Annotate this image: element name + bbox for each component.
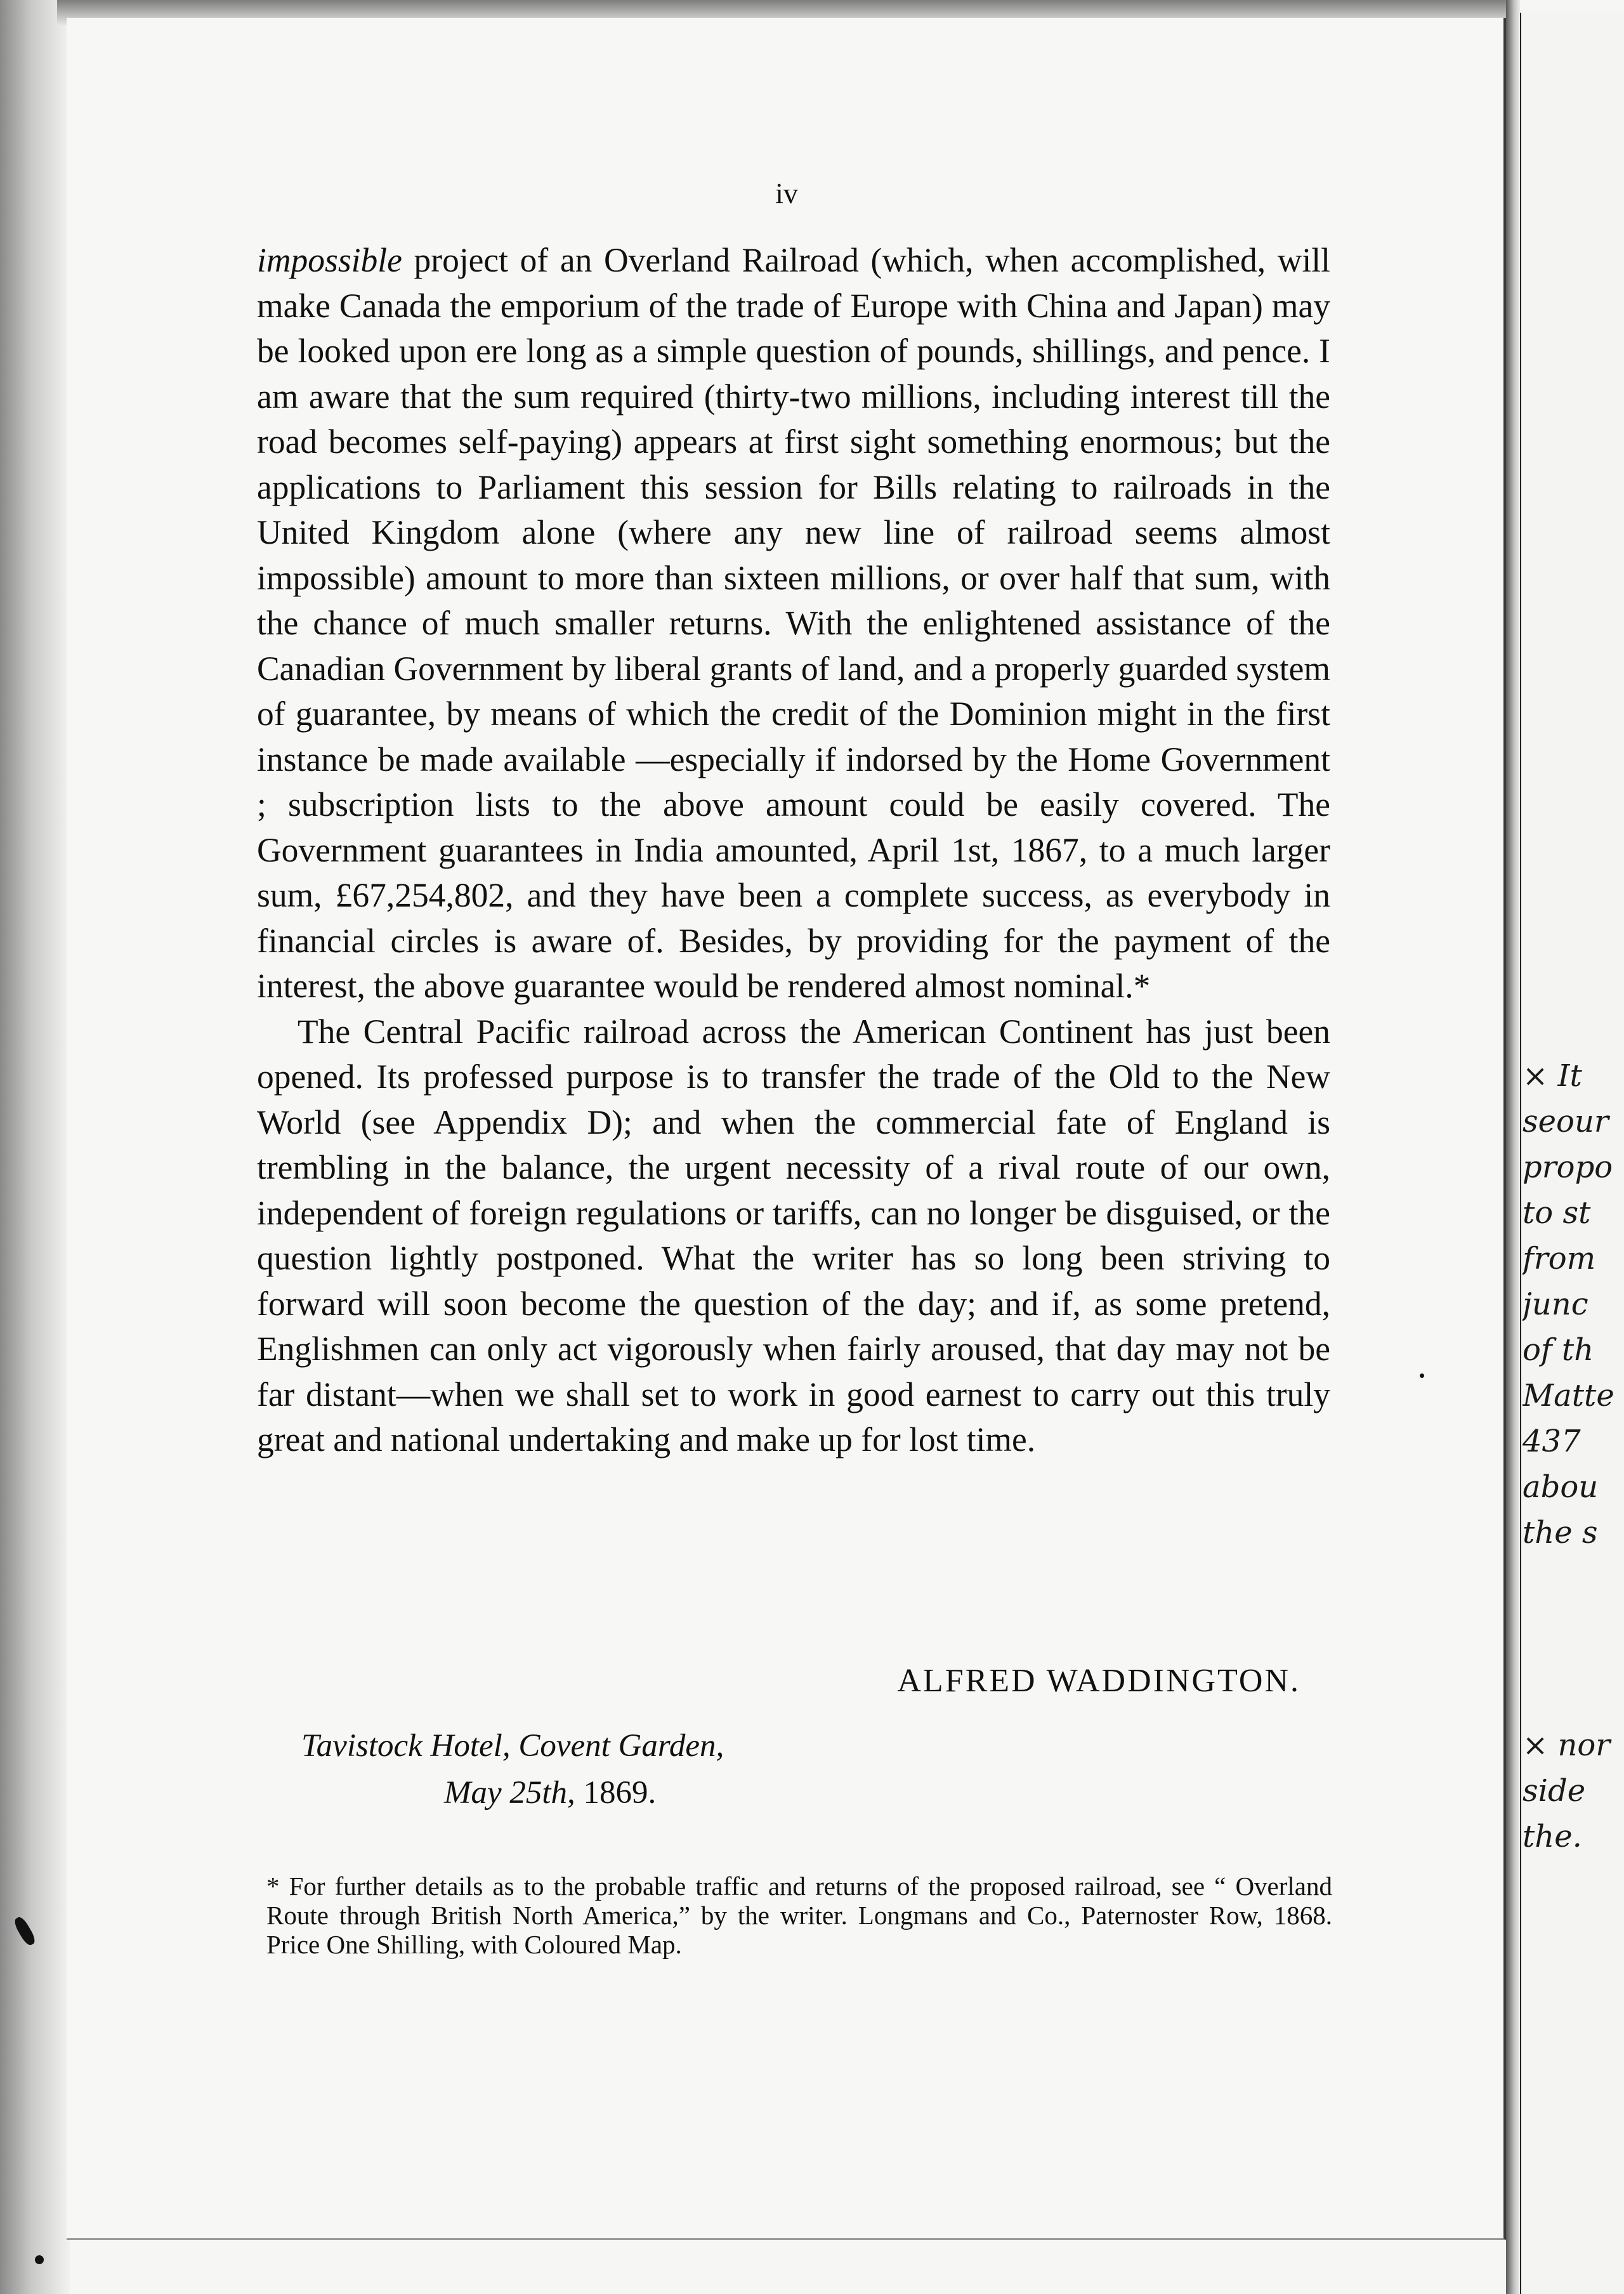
margin-note-line: from bbox=[1522, 1241, 1596, 1276]
dust-speck bbox=[35, 2255, 44, 2264]
margin-note-line: the. bbox=[1522, 1819, 1582, 1854]
page-gutter bbox=[1506, 0, 1520, 2294]
margin-note-line: propo bbox=[1522, 1150, 1613, 1185]
margin-note-line: abou bbox=[1522, 1469, 1599, 1505]
paragraph-1 bbox=[257, 238, 1330, 1009]
margin-note-line: of th bbox=[1522, 1332, 1594, 1368]
paragraph-1-text: project of an Overland Railroad (which, when accomplished, will make Canada the emporium of the trade of Europe with China and Japan) may be looked upon ere long as a simple question of pounds, shillings, and pence. I am aware that the sum required (thirty-two millions, including interest till the road becomes self-paying) appears at first sight something enormous; but the applications to Parliament this session for Bills relating to railroads in the United Kingdom alone (where any new line of railroad seems almost impossible) amount to more than sixteen millions, or over half that sum, with the chance of much smaller returns. With the enlightened assistance of the Canadian Government by liberal grants of land, and a properly guarded system of guarantee, by means of which the credit of the Dominion might in the first instance be made available —especially if indorsed by the Home Government ; subscription lists to the above amount could be easily covered. The Government guarantees in India amounted, April 1st, 1867, to a much larger sum, £67,254,802, and they have been a complete success, as everybody in financial circles is aware of. Besides, by providing for the payment of the interest, the above guarantee would be rendered almost nominal.* bbox=[257, 241, 1330, 1005]
margin-note-line: the s bbox=[1522, 1515, 1598, 1550]
body-text bbox=[257, 238, 1330, 1463]
margin-note-line: × nor bbox=[1522, 1727, 1611, 1763]
author-signature: ALFRED WADDINGTON. bbox=[897, 1663, 1300, 1699]
margin-note-line: seour bbox=[1522, 1104, 1609, 1139]
handwritten-margin-note-1 bbox=[1522, 1053, 1624, 1556]
margin-note-line: × It bbox=[1522, 1058, 1582, 1094]
margin-note-line: junc bbox=[1522, 1287, 1588, 1322]
margin-note-line: to st bbox=[1522, 1195, 1591, 1231]
page-number: iv bbox=[775, 177, 798, 209]
date-year: 1869. bbox=[583, 1775, 657, 1811]
binding-shadow bbox=[0, 0, 70, 2294]
dust-speck bbox=[1420, 1373, 1424, 1378]
paragraph-2: The Central Pacific railroad across the American Continent has just been opened. Its professed purpose is to transfer the trade of the Old to the New World (see Appendix D); and when the commercial fate of England is trembling in the balance, the urgent necessity of a rival route of our own, independent of foreign regulations or tariffs, can no longer be disguised, or the question lightly postponed. What the writer has so long been striving to forward will soon become the question of the day; and if, as some pretend, Englishmen can only act vigorously when fairly aroused, that day may not be far distant—when we shall set to work in good earnest to carry out this truly great and national undertaking and make up for lost time. bbox=[257, 1012, 1330, 1458]
italic-lead-word: impossible bbox=[257, 241, 402, 279]
date-prefix: May 25th, bbox=[444, 1775, 575, 1811]
margin-note-line: Matte bbox=[1522, 1378, 1614, 1413]
margin-note-line: side bbox=[1522, 1773, 1586, 1809]
footnote: * For further details as to the probable traffic and returns of the proposed railroad, see “ Overland Route through British North America,” by the writer. Longmans and Co., Paternoster Row, 1868. Price One Shilling, with Coloured Map. bbox=[266, 1871, 1332, 1959]
handwritten-margin-note-2 bbox=[1522, 1722, 1624, 1859]
margin-note-line: 437 bbox=[1522, 1424, 1581, 1459]
location-block bbox=[301, 1722, 872, 1816]
location-place: Tavistock Hotel, Covent Garden, bbox=[301, 1728, 724, 1764]
location-date bbox=[301, 1769, 872, 1816]
